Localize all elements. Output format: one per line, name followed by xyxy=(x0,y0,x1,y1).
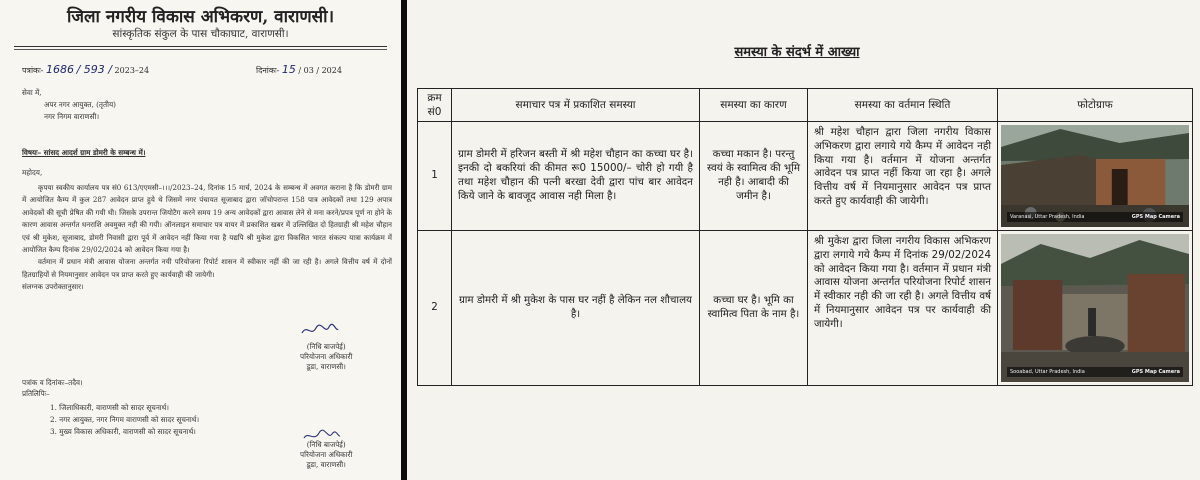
letter-body xyxy=(22,182,392,294)
signatory-name: (निधि बाजपेई) xyxy=(306,440,346,449)
signatory-office: डूडा, वाराणसी। xyxy=(306,362,346,371)
letter-date xyxy=(256,63,342,76)
copy-list xyxy=(50,402,199,438)
reference-handwritten-number: 1686 xyxy=(46,63,75,76)
report-page xyxy=(407,0,1200,480)
addressee-label: सेवा में, xyxy=(22,88,42,97)
cell-photo xyxy=(998,231,1193,386)
letterhead-subtitle: सांस्कृतिक संकुल के पास चौकाघाट, वाराणसी। xyxy=(112,28,289,40)
cell-problem: ग्राम डोमरी में हरिजन बस्ती में श्री महेश चौहान का कच्चा घर है। इनकी दो बकरियां की कीमत रू0 15000/– चोरी हो गयी है तथा महेश चौहान की पत्नी बरखा देवी द्वारा पांच बार आवेदन किये जाने के बावजूद आवास नही मिला है। xyxy=(452,122,700,231)
cell-serial: 2 xyxy=(418,231,452,386)
copy-item: 3. मुख्य विकास अधिकारी, वाराणसी को सादर सूचनार्थ। xyxy=(50,427,196,436)
letterhead-title: जिला नगरीय विकास अभिकरण, वाराणसी। xyxy=(66,7,335,27)
reference-number xyxy=(22,63,149,76)
addressee-line-1: अपर नगर आयुक्त, (तृतीय) xyxy=(44,100,116,109)
body-paragraph-1: कृपया स्वकीय कार्यालय पत्र सं0 613/एएमसी–।।।/2023–24, दिनांक 15 मार्च, 2024 के सम्बन्ध में अवगत कराना है कि डोमरी ग्राम में आयोजित कैम्प में कुल 287 आवेदन प्राप्त हुये थे जिसमें नगर पंचायत सूजाबाद द्वारा जॉचोपरान्त 158 पात्र आवेदकों तथा 129 अपात्र आवेदकों की सूची प्रेषित की गयी थी। जिसके उपरान्त जियोटैग करने समय 19 अन्य आवेदकों द्वारा आवास लेने से मना करने/प्रपत्र पूर्ण ना होने के कारण आवास अन्तर्गत धनराशि अवमुक्त नही की गयी। ऑनलाइन समाचार पत्र वायर में प्रकाशित खबर में उल्लिखित दो हितग्राही श्री महेश चौहान एवं श्री मुकेश, सूजाबाद, डोमरी निवासी द्वारा पूर्व में आवेदन नहीं किया गया है यद्यपि श्री मुकेश द्वारा विकसित भारत संकल्प यात्रा कार्यक्रम में आयोजित कैम्प दिनांक 29/02/2024 को आवेदन किया गया है। xyxy=(22,183,392,255)
courtyard-photo-graphic xyxy=(1001,234,1189,382)
enclosure-note: संलग्नक उपरोक्तानुसार। xyxy=(22,282,84,292)
gps-stamp: GPS Map Camera xyxy=(1131,214,1180,220)
header-photo: फोटोग्राफ xyxy=(998,89,1193,122)
site-photo-2 xyxy=(1001,234,1189,382)
table-row xyxy=(418,122,1193,231)
letterhead-rule xyxy=(14,46,387,47)
table-row xyxy=(418,231,1193,386)
letter-page xyxy=(0,0,401,480)
site-photo-1 xyxy=(1001,125,1189,227)
cell-cause: कच्चा घर है। भूमि का स्वामित्व पिता के नाम है। xyxy=(700,231,808,386)
cell-photo xyxy=(998,122,1193,231)
salutation: महोदय, xyxy=(22,168,43,177)
cell-cause: कच्चा मकान है। परन्तु स्वयं के स्वामित्व की भूमि नही है। आबादी की जमीन है। xyxy=(700,122,808,231)
header-status: समस्या का वर्तमान स्थिति xyxy=(808,89,998,122)
copy-reference: पत्रांक व दिनांकः–तदैव। xyxy=(22,378,83,387)
signatory-name: (निधि बाजपेई) xyxy=(306,342,346,351)
cell-serial: 1 xyxy=(418,122,452,231)
date-label: दिनांकः- xyxy=(256,66,280,75)
reference-year: 2023–24 xyxy=(114,66,150,75)
date-rest: / 03 / 2024 xyxy=(298,66,342,75)
date-handwritten-day: 15 xyxy=(281,63,296,76)
signatory-title: परियोजना अधिकारी xyxy=(300,450,353,459)
cell-status: श्री मुकेश द्वारा जिला नगरीय विकास अभिकरण द्वारा लगाये गये कैम्प में दिनांक 29/02/2024 को आवेदन किया गया है। वर्तमान में प्रधान मंत्री आवास योजना अन्तर्गत परियोजना रिपोर्ट शासन में स्वीकार नही की जा रही है। अगले वित्तीय वर्ष में नियमानुसार आवेदन पत्र पर कार्यवाही की जायेगी। xyxy=(808,231,998,386)
copy-item: 1. जिलाधिकारी, वाराणसी को सादर सूचनार्थ। xyxy=(50,403,169,412)
reference-label: पत्रांकः- xyxy=(22,66,44,75)
issues-table xyxy=(417,88,1193,386)
photo-geotag-caption xyxy=(1007,367,1183,377)
photo-geotag-caption xyxy=(1007,212,1183,222)
photo-location: Varanasi, Uttar Pradesh, India xyxy=(1010,214,1085,220)
body-paragraph-2: वर्तमान में प्रधान मंत्री आवास योजना अन्तर्गत नयी परियोजना रिपोर्ट शासन में स्वीकार नहीं की जा रही है। अगले वित्तीय वर्ष में दोनों हितग्राहियों से नियमानुसार आवेदन पत्र प्राप्त करते हुए कार्यवाही की जायेगी। xyxy=(22,257,392,279)
report-heading: समस्या के संदर्भ में आख्या xyxy=(734,45,860,60)
cell-status: श्री महेश चौहान द्वारा जिला नगरीय विकास अभिकरण द्वारा लगाये गये कैम्प में आवेदन नही किया गया है। वर्तमान में योजना अन्तर्गत आवेदन पत्र प्राप्त नहीं किया जा रहा है। अगले वित्तीय वर्ष में नियमानुसार आवेदन पत्र प्राप्त करते हुए कार्यवाही की जायेगी। xyxy=(808,122,998,231)
cell-problem: ग्राम डोमरी में श्री मुकेश के पास घर नहीं है लेकिन नल शौचालय है। xyxy=(452,231,700,386)
signature-block-2 xyxy=(300,440,352,470)
gps-stamp: GPS Map Camera xyxy=(1131,369,1180,375)
letterhead-rule-thin xyxy=(14,49,387,50)
letter-subject: विषयः– सांसद आदर्श ग्राम डोमरी के सम्बन्ध में। xyxy=(22,148,146,157)
header-problem: समाचार पत्र में प्रकाशित समस्या xyxy=(452,89,700,122)
signature-block-1 xyxy=(300,342,352,372)
table-header-row xyxy=(418,89,1193,122)
signature-scribble xyxy=(300,322,340,338)
signatory-title: परियोजना अधिकारी xyxy=(300,352,353,361)
header-cause: समस्या का कारण xyxy=(700,89,808,122)
signatory-office: डूडा, वाराणसी। xyxy=(306,460,346,469)
header-serial: क्रम सं0 xyxy=(418,89,452,122)
photo-location: Sooabad, Uttar Pradesh, India xyxy=(1010,369,1085,375)
copy-item: 2. नगर आयुक्त, नगर निगम वाराणसी को सादर सूचनार्थ। xyxy=(50,415,200,424)
reference-handwritten-mid: / 593 / xyxy=(76,63,112,76)
copy-label: प्रतिलिपिः– xyxy=(22,389,50,398)
addressee-line-2: नगर निगम वाराणसी। xyxy=(44,112,100,121)
